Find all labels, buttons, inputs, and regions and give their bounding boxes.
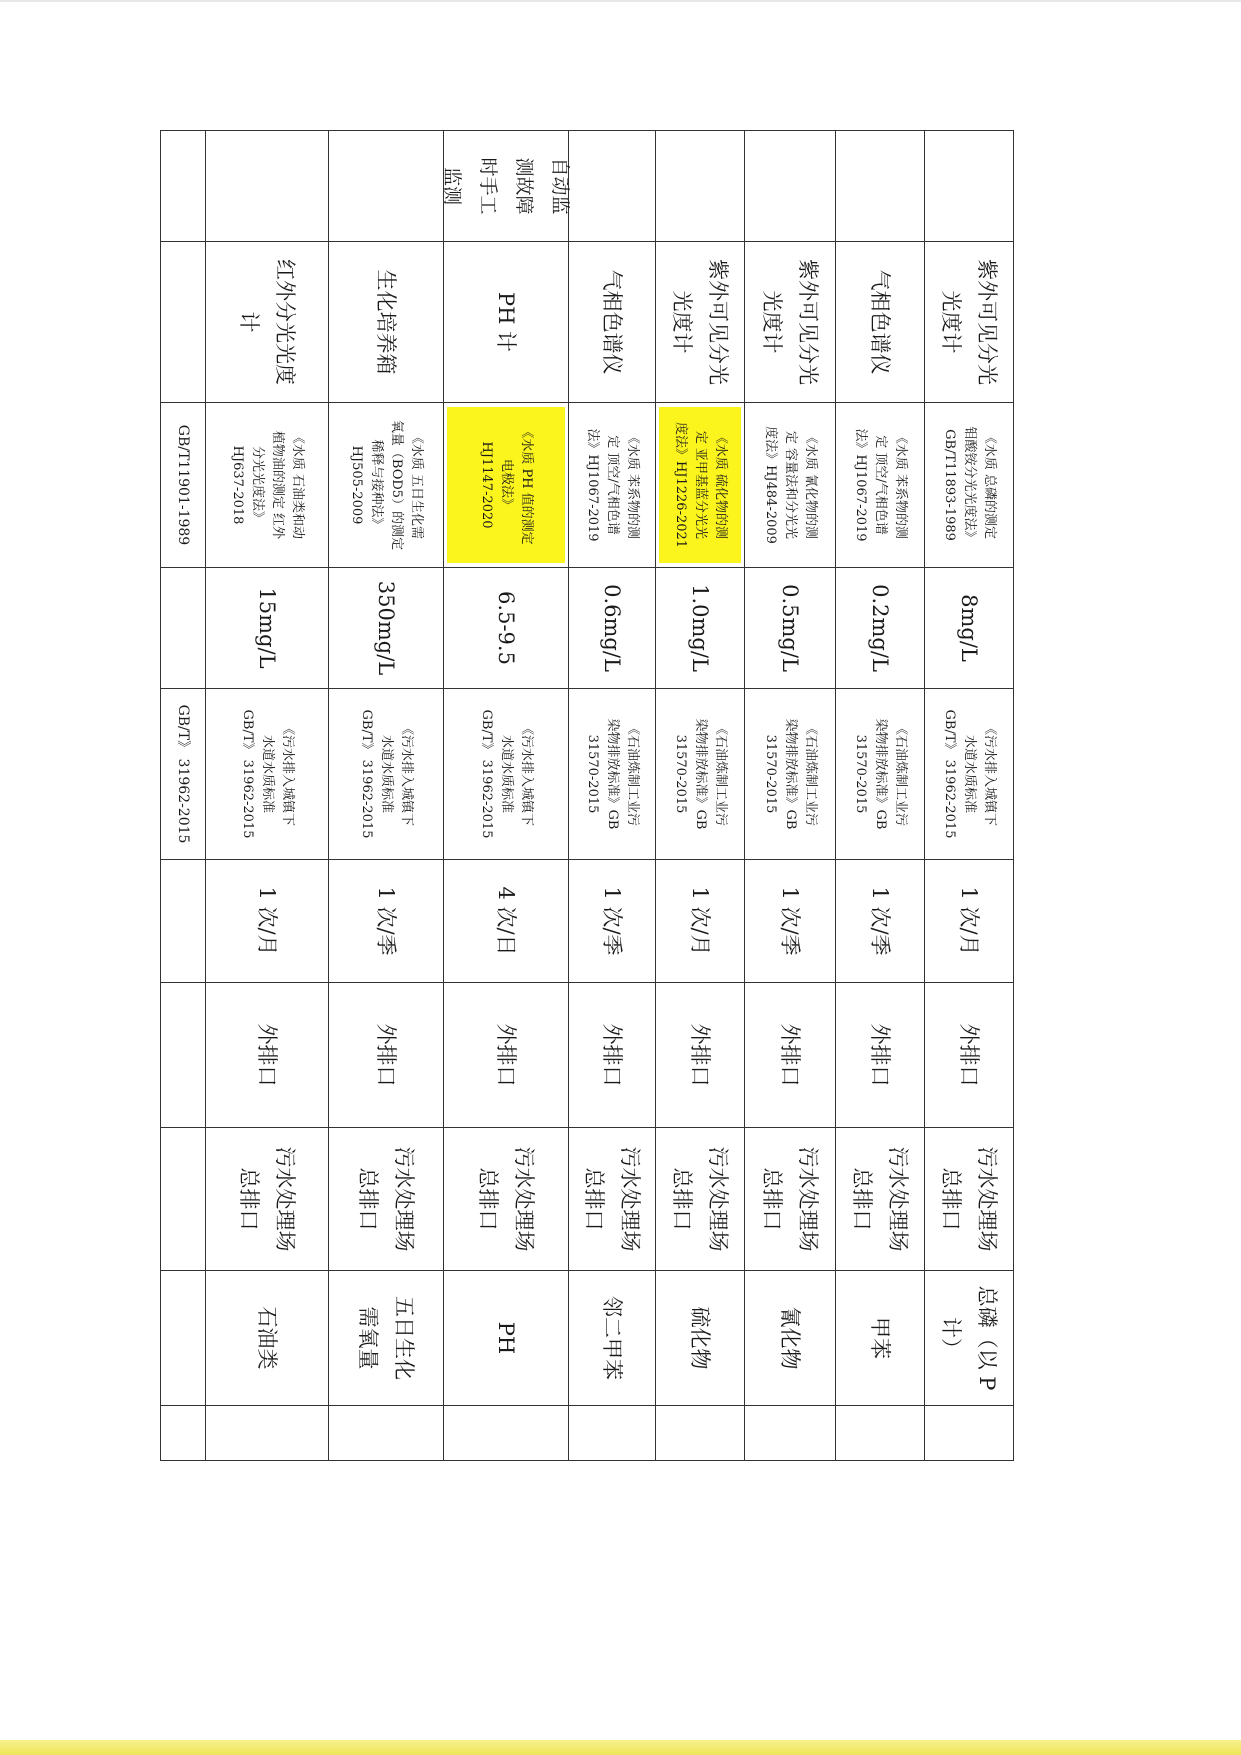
cell-remark: [836, 131, 925, 242]
cell-standard: [836, 689, 925, 860]
table-band-frequency: [161, 860, 1014, 983]
cell-method: [925, 403, 1014, 568]
instrument-text: 紫外可见分光 光度计: [760, 259, 820, 385]
table-band-location: [161, 1128, 1014, 1271]
blank-cell: [569, 1406, 656, 1461]
cell-limit: [329, 568, 444, 689]
frequency-text: 1 次/季: [778, 886, 802, 956]
cell-remark: [441, 131, 571, 242]
method-text: 《水质 苯系物的测 定 顶空/气相色谱 法》HJ1067-2019: [853, 428, 908, 542]
remark-text: [332, 135, 440, 237]
outlet-text: 外排口: [494, 1023, 518, 1087]
location-text: 污水处理场 总排口: [939, 1146, 999, 1252]
pollutant-text: 石油类: [255, 1306, 279, 1370]
outlet-text: 外排口: [868, 1023, 892, 1087]
cell-frequency: [569, 860, 656, 983]
cell-frequency: [925, 860, 1014, 983]
frequency-text: 1 次/季: [374, 886, 398, 956]
continuation-method-standard: GB/T11901-1989: [175, 424, 192, 546]
location-text: 污水处理场 总排口: [670, 1146, 730, 1252]
standard-text: 《石油炼制工业污 染物排放标准》GB 31570-2015: [585, 718, 640, 830]
instrument-text: 气相色谱仪: [868, 269, 892, 375]
outlet-text: 外排口: [957, 1023, 981, 1087]
location-text: 污水处理场 总排口: [237, 1146, 297, 1252]
frequency-text: 1 次/月: [255, 886, 279, 956]
limit-text: 6.5-9.5: [494, 591, 518, 665]
cell-outlet: [656, 983, 745, 1128]
cell-standard: [745, 689, 836, 860]
cell-pollutant: [745, 1271, 836, 1406]
cell-method: [329, 403, 444, 568]
cell-location: [925, 1128, 1014, 1271]
cell-limit: [206, 568, 329, 689]
cell-outlet: [206, 983, 329, 1128]
standard-text: 《污水排入城镇下 水道水质标准 GB/T》 31962-2015: [359, 709, 414, 839]
continuation-limit-standard: GB/T》 31962-2015: [175, 704, 192, 844]
method-text: 《水质 氰化物的测 定 容量法和分光光 度法》HJ484-2009: [763, 426, 818, 544]
method-text: 《水质 总磷的测定 钼酸铵分光光度法》 GB/T11893-1989: [942, 426, 997, 544]
remark-text: [572, 135, 652, 237]
remark-text: 自动监 测故障 时手工 监测: [441, 157, 571, 215]
outlet-text: 外排口: [374, 1023, 398, 1087]
cell-pollutant: [925, 1271, 1014, 1406]
table-band-standard: [161, 689, 1014, 860]
outlet-text: 外排口: [688, 1023, 712, 1087]
continuation-cell: [161, 242, 206, 403]
cell-pollutant: [656, 1271, 745, 1406]
cell-outlet: [836, 983, 925, 1128]
cell-standard: [444, 689, 569, 860]
instrument-text: PH 计: [494, 291, 518, 353]
cell-limit: [656, 568, 745, 689]
cell-instrument: [569, 242, 656, 403]
cell-outlet: [329, 983, 444, 1128]
cell-limit: [836, 568, 925, 689]
cell-instrument: [206, 242, 329, 403]
cell-pollutant: [836, 1271, 925, 1406]
blank-cell: [656, 1406, 745, 1461]
cell-method: [836, 403, 925, 568]
table-band-pollutant: [161, 1271, 1014, 1406]
frequency-text: 4 次/日: [494, 886, 518, 956]
continuation-cell: [161, 403, 206, 568]
method-text: 《水质 石油类和动 植物油的测定 红外 分光光度法》 HJ637-2018: [230, 430, 305, 540]
cell-method: [745, 403, 836, 568]
cell-limit: [745, 568, 836, 689]
blank-cell: [925, 1406, 1014, 1461]
continuation-cell: [161, 1128, 206, 1271]
remark-text: [659, 135, 741, 237]
outlet-text: 外排口: [600, 1023, 624, 1087]
pollutant-text: 甲苯: [868, 1317, 892, 1359]
cell-location: [836, 1128, 925, 1271]
table-band-blank: [161, 1406, 1014, 1461]
instrument-text: 生化培养箱: [374, 269, 398, 375]
cell-remark: [329, 131, 444, 242]
cell-remark: [656, 131, 745, 242]
cell-method: [444, 403, 569, 568]
limit-text: 0.6mg/L: [600, 584, 624, 672]
cell-instrument: [836, 242, 925, 403]
table-band-outlet: [161, 983, 1014, 1128]
cell-standard: [569, 689, 656, 860]
monitoring-table: [160, 130, 1014, 1461]
continuation-cell: [161, 860, 206, 983]
cell-frequency: [329, 860, 444, 983]
pollutant-text: 总磷（以 P 计）: [939, 1285, 999, 1391]
cell-frequency: [745, 860, 836, 983]
cell-outlet: [925, 983, 1014, 1128]
cell-method: [206, 403, 329, 568]
blank-cell: [745, 1406, 836, 1461]
limit-text: 350mg/L: [374, 580, 398, 676]
frequency-text: 1 次/季: [600, 886, 624, 956]
blank-cell: [444, 1406, 569, 1461]
cell-outlet: [569, 983, 656, 1128]
limit-text: 0.2mg/L: [868, 584, 892, 672]
cell-standard: [925, 689, 1014, 860]
remark-text: [209, 135, 325, 237]
method-text: 《水质 PH 值的测定 电极法》 HJ1147-2020: [447, 407, 565, 563]
continuation-cell: [161, 1406, 206, 1461]
cell-method: [656, 403, 745, 568]
cell-pollutant: [206, 1271, 329, 1406]
cell-frequency: [836, 860, 925, 983]
method-text: 《水质 五日生化需 氧量（BOD5）的测定 稀释与接种法》 HJ505-2009: [349, 419, 424, 551]
cell-outlet: [745, 983, 836, 1128]
limit-text: 1.0mg/L: [688, 584, 712, 672]
cell-standard: [206, 689, 329, 860]
continuation-cell: [161, 131, 206, 242]
cell-instrument: [329, 242, 444, 403]
cell-pollutant: [329, 1271, 444, 1406]
pollutant-text: 硫化物: [688, 1306, 712, 1370]
cell-location: [206, 1128, 329, 1271]
cell-pollutant: [569, 1271, 656, 1406]
instrument-text: 气相色谱仪: [600, 269, 624, 375]
cell-location: [444, 1128, 569, 1271]
instrument-text: 紫外可见分光 光度计: [670, 259, 730, 385]
instrument-text: 红外分光光度 计: [237, 259, 297, 385]
limit-text: 0.5mg/L: [778, 584, 802, 672]
blank-cell: [836, 1406, 925, 1461]
outlet-text: 外排口: [255, 1023, 279, 1087]
cell-location: [745, 1128, 836, 1271]
pollutant-text: 邻二甲苯: [600, 1296, 624, 1380]
cell-location: [656, 1128, 745, 1271]
continuation-cell: [161, 689, 206, 860]
cell-frequency: [444, 860, 569, 983]
instrument-text: 紫外可见分光 光度计: [939, 259, 999, 385]
frequency-text: 1 次/季: [868, 886, 892, 956]
frequency-text: 1 次/月: [688, 886, 712, 956]
pollutant-text: PH: [494, 1321, 518, 1355]
standard-text: 《石油炼制工业污 染物排放标准》GB 31570-2015: [673, 718, 728, 830]
cell-location: [329, 1128, 444, 1271]
cell-method: [569, 403, 656, 568]
remark-text: [748, 135, 832, 237]
continuation-cell: [161, 983, 206, 1128]
standard-text: 《污水排入城镇下 水道水质标准 GB/T》 31962-2015: [942, 709, 997, 839]
location-text: 污水处理场 总排口: [760, 1146, 820, 1252]
cell-pollutant: [444, 1271, 569, 1406]
cell-frequency: [656, 860, 745, 983]
limit-text: 8mg/L: [957, 594, 981, 662]
cell-remark: [206, 131, 329, 242]
standard-text: 《石油炼制工业污 染物排放标准》GB 31570-2015: [853, 718, 908, 830]
method-text: 《水质 硫化物的测 定 亚甲基蓝分光光 度法》HJ1226-2021: [659, 407, 741, 563]
table-band-limit: [161, 568, 1014, 689]
remark-text: [839, 135, 921, 237]
pollutant-text: 五日生化 需氧量: [356, 1296, 416, 1380]
standard-text: 《污水排入城镇下 水道水质标准 GB/T》 31962-2015: [479, 709, 534, 839]
standard-text: 《污水排入城镇下 水道水质标准 GB/T》 31962-2015: [240, 709, 295, 839]
location-text: 污水处理场 总排口: [356, 1146, 416, 1252]
cell-instrument: [444, 242, 569, 403]
pollutant-text: 氰化物: [778, 1306, 802, 1370]
location-text: 污水处理场 总排口: [582, 1146, 642, 1252]
cell-outlet: [444, 983, 569, 1128]
cell-remark: [569, 131, 656, 242]
cell-remark: [925, 131, 1014, 242]
cell-limit: [569, 568, 656, 689]
limit-text: 15mg/L: [255, 587, 279, 669]
scan-border-strip: [0, 1740, 1241, 1755]
cell-limit: [444, 568, 569, 689]
blank-cell: [329, 1406, 444, 1461]
cell-location: [569, 1128, 656, 1271]
cell-frequency: [206, 860, 329, 983]
cell-remark: [745, 131, 836, 242]
cell-limit: [925, 568, 1014, 689]
outlet-text: 外排口: [778, 1023, 802, 1087]
table-band-method: [161, 403, 1014, 568]
frequency-text: 1 次/月: [957, 886, 981, 956]
location-text: 污水处理场 总排口: [850, 1146, 910, 1252]
table-band-instrument: [161, 242, 1014, 403]
blank-cell: [206, 1406, 329, 1461]
cell-instrument: [656, 242, 745, 403]
continuation-cell: [161, 568, 206, 689]
standard-text: 《石油炼制工业污 染物排放标准》GB 31570-2015: [763, 718, 818, 830]
table-band-remark: [161, 131, 1014, 242]
cell-instrument: [925, 242, 1014, 403]
location-text: 污水处理场 总排口: [476, 1146, 536, 1252]
continuation-cell: [161, 1271, 206, 1406]
cell-standard: [329, 689, 444, 860]
remark-text: [928, 135, 1010, 237]
page-edge: [0, 0, 1241, 2]
method-text: 《水质 苯系物的测 定 顶空/气相色谱 法》HJ1067-2019: [585, 428, 640, 542]
cell-instrument: [745, 242, 836, 403]
cell-standard: [656, 689, 745, 860]
